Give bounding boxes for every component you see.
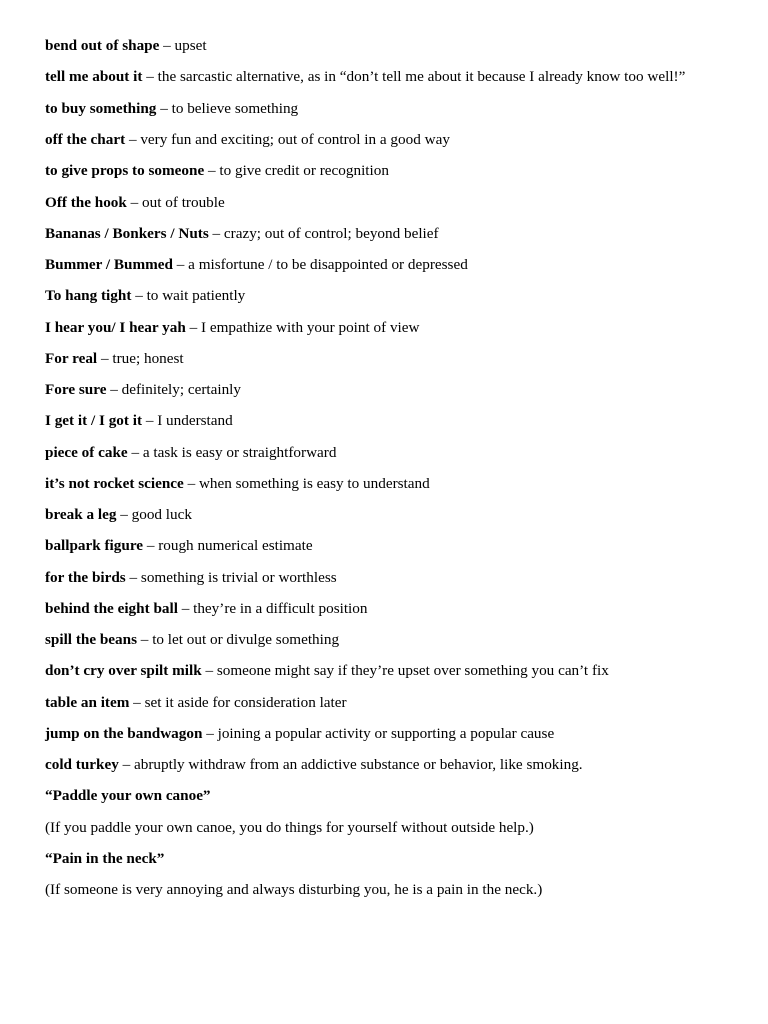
entry-term: spill the beans [45, 631, 137, 648]
glossary-entry [45, 37, 725, 55]
entry-definition: crazy; out of control; beyond belief [223, 224, 439, 242]
entry-separator: – [156, 99, 172, 117]
entry-term: bend out of shape [45, 37, 160, 54]
entry-definition: joining a popular activity or supporting a popular cause [217, 724, 555, 742]
idiom-explanation [45, 819, 725, 837]
entry-separator: – [201, 662, 217, 680]
entry-definition: set it aside for consideration later [144, 693, 347, 711]
glossary-entry [45, 694, 725, 712]
idiom-glossary [45, 37, 725, 912]
entry-definition: someone might say if they’re upset over something you can’t fix [216, 662, 609, 680]
entry-term: to give props to someone [45, 162, 205, 180]
entry-term: jump on the bandwagon [45, 724, 203, 742]
entry-term: To hang tight [45, 287, 132, 305]
idiom-explanation [45, 881, 725, 899]
entry-definition: rough numerical estimate [158, 537, 313, 555]
glossary-entry [45, 569, 725, 587]
entry-term: Bananas / Bonkers / Nuts [45, 224, 209, 242]
entry-separator: – [97, 349, 113, 367]
entry-separator: – [131, 287, 147, 305]
entry-term: For real [45, 349, 98, 367]
glossary-entry [45, 319, 725, 337]
entry-definition: they’re in a difficult position [193, 599, 368, 617]
entry-separator: – [204, 162, 220, 180]
idiom-explanation-text: (If someone is very annoying and always disturbing you, he is a pain in the neck.) [45, 881, 543, 898]
glossary-entry [45, 131, 725, 149]
entry-separator: – [129, 693, 145, 711]
entry-definition: something is trivial or worthless [140, 568, 337, 586]
entry-definition: when something is easy to understand [198, 474, 430, 492]
entry-term: ballpark figure [45, 537, 144, 555]
entry-term: to buy something [45, 99, 157, 117]
entry-term: behind the eight ball [45, 599, 178, 617]
entry-definition: abruptly withdraw from an addictive substance or behavior, like smoking. [134, 756, 583, 773]
idiom-heading-text: “Pain in the neck” [45, 849, 165, 867]
entry-term: for the birds [45, 568, 126, 586]
entry-term: table an item [45, 693, 130, 711]
entry-definition: upset [174, 37, 207, 54]
glossary-entry [45, 600, 725, 618]
entry-definition: true; honest [112, 349, 184, 367]
entry-definition: to wait patiently [146, 287, 246, 305]
glossary-entry [45, 662, 725, 680]
glossary-entry [45, 725, 725, 743]
glossary-entry [45, 631, 725, 649]
entry-term: don’t cry over spilt milk [45, 662, 202, 680]
entry-term: piece of cake [45, 443, 128, 461]
entry-definition: a misfortune / to be disappointed or depressed [188, 256, 468, 273]
entry-definition: out of trouble [142, 193, 225, 211]
idiom-heading-text: “Paddle your own canoe” [45, 787, 211, 805]
entry-separator: – [142, 412, 158, 430]
entry-separator: – [137, 631, 153, 648]
glossary-entry [45, 256, 725, 274]
glossary-entry [45, 444, 725, 462]
idiom-heading [45, 850, 725, 868]
glossary-entry [45, 68, 725, 86]
entry-separator: – [208, 224, 224, 242]
entry-definition: I empathize with your point of view [200, 318, 420, 336]
glossary-entry [45, 756, 725, 774]
glossary-entry [45, 350, 725, 368]
entry-separator: – [125, 568, 141, 586]
entry-separator: – [116, 506, 132, 523]
glossary-entry [45, 287, 725, 305]
entry-term: cold turkey [45, 756, 119, 773]
entry-separator: – [106, 381, 122, 398]
entry-definition: very fun and exciting; out of control in a good way [140, 131, 450, 148]
entry-definition: the sarcastic alternative, as in “don’t tell me about it because I already know too well!” [157, 68, 686, 86]
entry-definition: to let out or divulge something [152, 631, 340, 648]
entry-separator: – [177, 599, 194, 617]
glossary-entry [45, 475, 725, 493]
entry-definition: I understand [157, 412, 233, 430]
entry-separator: – [118, 756, 135, 773]
entry-term: it’s not rocket science [45, 474, 184, 492]
entry-separator: – [172, 256, 189, 273]
entry-term: Bummer / Bummed [45, 256, 173, 273]
entry-separator: – [142, 68, 158, 86]
entry-separator: – [143, 537, 159, 555]
glossary-entry [45, 225, 725, 243]
entry-term: break a leg [45, 506, 117, 523]
entry-definition: a task is easy or straightforward [142, 443, 337, 461]
entry-separator: – [202, 724, 218, 742]
entry-separator: – [185, 318, 201, 336]
entry-term: Off the hook [45, 193, 127, 211]
entry-term: I hear you/ I hear yah [45, 318, 186, 336]
entry-term: tell me about it [45, 68, 143, 86]
entry-separator: – [183, 474, 199, 492]
glossary-entry [45, 506, 725, 524]
entry-separator: – [125, 131, 141, 148]
glossary-entry [45, 537, 725, 555]
glossary-entry [45, 100, 725, 118]
glossary-entry [45, 194, 725, 212]
entry-separator: – [159, 37, 175, 54]
entry-term: I get it / I got it [45, 412, 143, 430]
glossary-entry [45, 162, 725, 180]
idiom-heading [45, 787, 725, 805]
entry-separator: – [126, 193, 143, 211]
entry-definition: to believe something [171, 99, 299, 117]
glossary-entry [45, 381, 725, 399]
entry-separator: – [127, 443, 143, 461]
entry-definition: to give credit or recognition [219, 162, 389, 180]
entry-term: off the chart [45, 131, 126, 148]
entry-definition: good luck [131, 506, 192, 523]
idiom-explanation-text: (If you paddle your own canoe, you do things for yourself without outside help.) [45, 818, 534, 836]
glossary-entry [45, 412, 725, 430]
entry-definition: definitely; certainly [121, 381, 241, 398]
entry-term: Fore sure [45, 381, 107, 398]
